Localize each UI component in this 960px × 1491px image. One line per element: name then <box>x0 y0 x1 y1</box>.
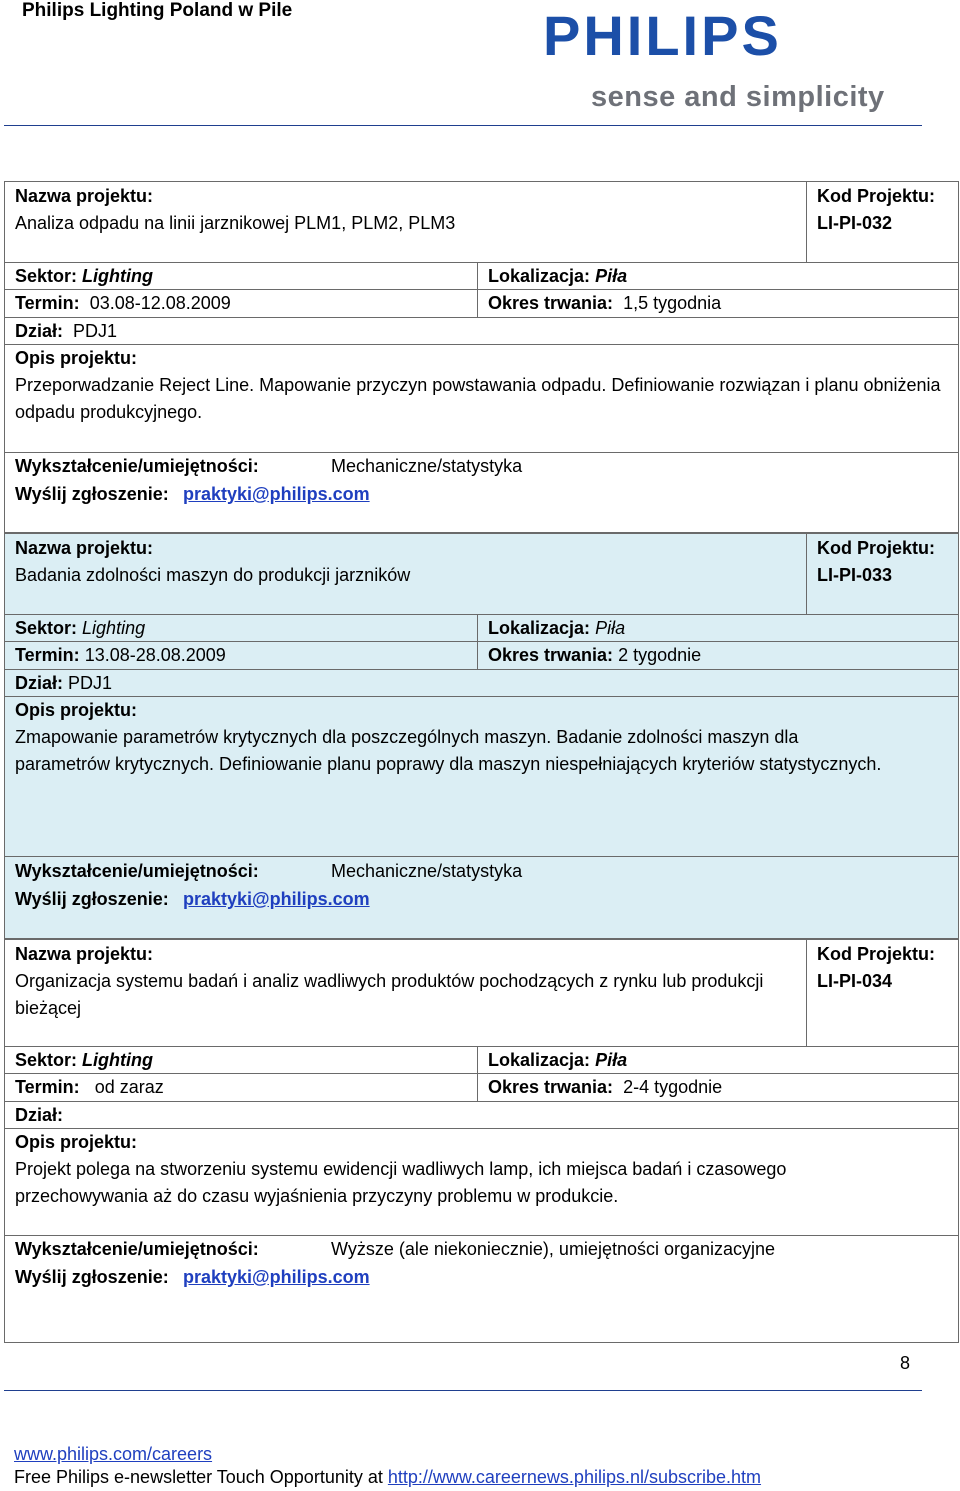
label-location: Lokalizacja: <box>488 1050 591 1070</box>
term-row <box>5 642 958 670</box>
label-project-name: Nazwa projektu: <box>15 538 154 558</box>
label-sector: Sektor: <box>15 1050 78 1070</box>
skills-value: Wyższe (ale niekoniecznie), umiejętności organizacyjne <box>331 1239 776 1259</box>
label-sector: Sektor: <box>15 266 78 286</box>
newsletter-line <box>14 1467 761 1488</box>
label-project-code: Kod Projektu: <box>817 186 936 206</box>
project-card-2 <box>4 533 959 939</box>
duration-value: 2-4 tygodnie <box>623 1077 723 1097</box>
email-link[interactable]: praktyki@philips.com <box>183 484 370 504</box>
label-duration: Okres trwania: <box>488 1077 614 1097</box>
description-row <box>5 1129 958 1236</box>
sector-value: Lighting <box>82 618 146 638</box>
label-dept: Dział: <box>15 673 64 693</box>
document-header-title: Philips Lighting Poland w Pile <box>22 0 293 21</box>
label-project-code: Kod Projektu: <box>817 538 936 558</box>
description-text: Zmapowanie parametrów krytycznych dla poszczególnych maszyn. Badanie zdolności maszyn dla parametrów krytycznych. Definiowanie planu poprawy dla maszyn niespełniających kryteriów statystycznych. <box>15 727 882 774</box>
dept-value: PDJ1 <box>68 673 113 693</box>
label-description: Opis projektu: <box>15 1132 138 1152</box>
dept-row <box>5 670 958 697</box>
label-term: Termin: <box>15 293 80 313</box>
label-location: Lokalizacja: <box>488 266 591 286</box>
skills-value: Mechaniczne/statystyka <box>331 861 523 881</box>
label-send: Wyślij zgłoszenie: <box>15 889 169 909</box>
sector-row <box>5 263 958 290</box>
label-duration: Okres trwania: <box>488 293 614 313</box>
duration-value: 1,5 tygodnia <box>623 293 722 313</box>
description-text: Projekt polega na stworzeniu systemu ewidencji wadliwych lamp, ich miejsca badań i czasowego przechowywania aż do czasu wyjaśnienia przyczyny problemu w produkcie. <box>15 1159 787 1206</box>
logo-slogan: sense and simplicity <box>591 81 885 113</box>
label-dept: Dział: <box>15 321 64 341</box>
label-description: Opis projektu: <box>15 348 138 368</box>
project-code: LI-PI-032 <box>817 213 893 233</box>
label-sector: Sektor: <box>15 618 78 638</box>
label-send: Wyślij zgłoszenie: <box>15 1267 169 1287</box>
email-link[interactable]: praktyki@philips.com <box>183 889 370 909</box>
philips-logo-icon: PHILIPS <box>543 4 782 67</box>
skills-row <box>5 857 958 939</box>
label-duration: Okres trwania: <box>488 645 614 665</box>
description-text: Przeporwadzanie Reject Line. Mapowanie przyczyn powstawania odpadu. Definiowanie rozwiązan i planu obniżenia odpadu produkcyjnego. <box>15 375 941 422</box>
term-value: 03.08-12.08.2009 <box>89 293 231 313</box>
project-name: Analiza odpadu na linii jarznikowej PLM1, PLM2, PLM3 <box>15 213 456 233</box>
careers-link[interactable]: www.philips.com/careers <box>14 1444 213 1464</box>
project-code: LI-PI-033 <box>817 565 893 585</box>
page-number: 8 <box>899 1353 910 1373</box>
description-row <box>5 345 958 453</box>
label-skills: Wykształcenie/umiejętności: <box>15 456 259 476</box>
skills-row <box>5 453 958 533</box>
newsletter-link[interactable]: http://www.careernews.philips.nl/subscribe.htm <box>387 1467 762 1487</box>
term-row <box>5 1074 958 1102</box>
sector-row <box>5 615 958 642</box>
project-name: Badania zdolności maszyn do produkcji jarzników <box>15 565 411 585</box>
term-value: od zaraz <box>94 1077 164 1097</box>
project-name-row <box>5 182 958 263</box>
label-send: Wyślij zgłoszenie: <box>15 484 169 504</box>
dept-row <box>5 1102 958 1129</box>
label-location: Lokalizacja: <box>488 618 591 638</box>
project-name-row <box>5 534 958 615</box>
label-dept: Dział: <box>15 1105 64 1125</box>
label-skills: Wykształcenie/umiejętności: <box>15 861 259 881</box>
project-name: Organizacja systemu badań i analiz wadliwych produktów pochodzących z rynku lub produkcji bieżącej <box>15 971 764 1018</box>
label-project-name: Nazwa projektu: <box>15 186 154 206</box>
label-term: Termin: <box>15 645 80 665</box>
skills-value: Mechaniczne/statystyka <box>331 456 523 476</box>
label-skills: Wykształcenie/umiejętności: <box>15 1239 259 1259</box>
label-term: Termin: <box>15 1077 80 1097</box>
newsletter-text: Free Philips e-newsletter Touch Opportunity at <box>14 1467 388 1487</box>
skills-row <box>5 1236 958 1343</box>
footer-divider <box>4 1390 922 1391</box>
email-link[interactable]: praktyki@philips.com <box>183 1267 370 1287</box>
dept-row <box>5 318 958 345</box>
location-value: Piła <box>595 1050 628 1070</box>
duration-value: 2 tygodnie <box>618 645 702 665</box>
project-card-1 <box>4 181 959 533</box>
location-value: Piła <box>595 266 628 286</box>
label-project-code: Kod Projektu: <box>817 944 936 964</box>
location-value: Piła <box>595 618 626 638</box>
term-value: 13.08-28.08.2009 <box>84 645 226 665</box>
label-project-name: Nazwa projektu: <box>15 944 154 964</box>
sector-value: Lighting <box>82 266 154 286</box>
sector-row <box>5 1047 958 1074</box>
project-card-3 <box>4 939 959 1343</box>
project-name-row <box>5 940 958 1047</box>
term-row <box>5 290 958 318</box>
header-divider <box>4 125 922 126</box>
project-code: LI-PI-034 <box>817 971 893 991</box>
sector-value: Lighting <box>82 1050 154 1070</box>
description-row <box>5 697 958 857</box>
dept-value: PDJ1 <box>73 321 118 341</box>
label-description: Opis projektu: <box>15 700 138 720</box>
